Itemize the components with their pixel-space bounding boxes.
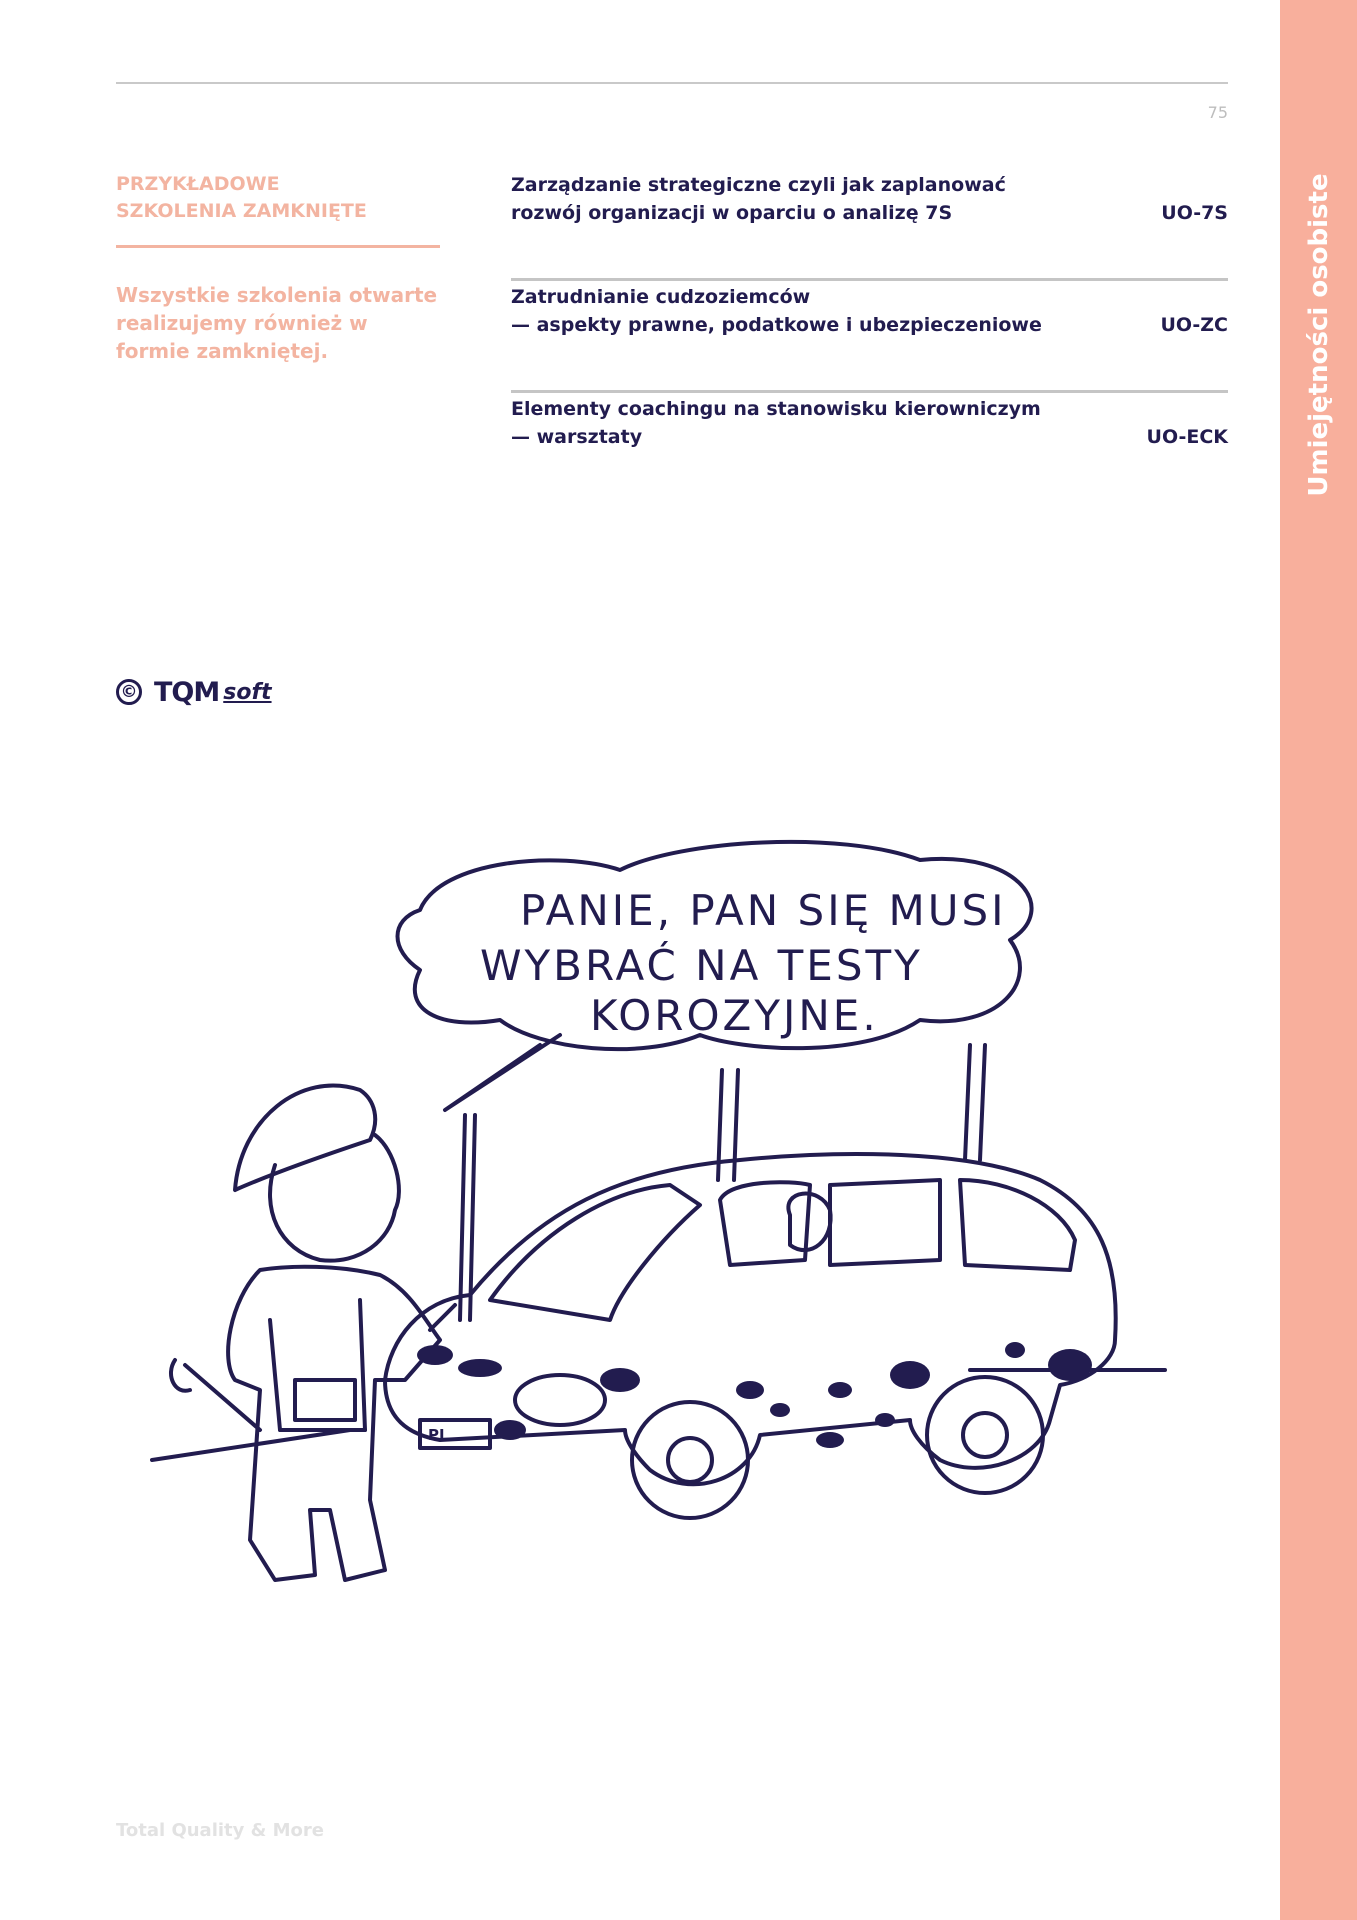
course-title: Zarządzanie strategiczne czyli jak zaplanować rozwój organizacji w oparciu o analizę 7S xyxy=(511,174,1006,224)
wrench-icon xyxy=(171,1360,260,1430)
side-tab-label-wrap xyxy=(1280,173,1357,497)
course-title: Elementy coachingu na stanowisku kierowniczym — warsztaty xyxy=(511,398,1041,448)
page-number: 75 xyxy=(1207,103,1228,122)
front-wheel xyxy=(632,1402,748,1518)
speech-line-1: PANIE, PAN SIĘ MUSI xyxy=(520,886,1007,935)
license-plate-text: PL xyxy=(428,1426,449,1444)
closed-training-note: Wszystkie szkolenia otwarte realizujemy również w formie zamkniętej. xyxy=(116,283,438,363)
copyright-icon: © xyxy=(116,679,142,705)
course-title: Zatrudnianie cudzoziemców — aspekty prawne, podatkowe i ubezpieczeniowe xyxy=(511,286,1042,336)
mechanic-hat xyxy=(235,1086,375,1190)
speech-tail xyxy=(445,1035,560,1110)
course-row xyxy=(511,283,1228,393)
side-tab-label: Umiejętności osobiste xyxy=(1303,173,1334,497)
headlight xyxy=(515,1375,605,1425)
speech-line-3: KOROZYJNE. xyxy=(590,991,879,1040)
course-code: UO-ECK xyxy=(1146,426,1228,448)
mechanic-body xyxy=(228,1267,440,1580)
section-divider xyxy=(116,245,440,248)
logo-main-text: TQM xyxy=(154,676,220,708)
course-list xyxy=(511,171,1228,504)
rear-wheel xyxy=(927,1377,1043,1493)
tqmsoft-logo xyxy=(116,675,272,709)
course-row xyxy=(511,171,1228,281)
side-window-mid xyxy=(830,1180,940,1265)
section-heading: PRZYKŁADOWE SZKOLENIA ZAMKNIĘTE xyxy=(116,173,367,222)
logo-sub-text: soft xyxy=(223,679,272,705)
speech-line-2: WYBRAĆ NA TESTY xyxy=(480,941,923,990)
cartoon-illustration xyxy=(140,820,1180,1620)
side-window-rear xyxy=(960,1180,1075,1270)
course-code: UO-7S xyxy=(1161,202,1228,224)
footer-tagline: Total Quality & More xyxy=(116,1820,324,1841)
course-code: UO-ZC xyxy=(1160,314,1228,336)
windshield xyxy=(490,1185,700,1320)
top-rule xyxy=(116,82,1228,84)
section-side-tab xyxy=(1280,0,1357,1920)
course-row xyxy=(511,395,1228,502)
